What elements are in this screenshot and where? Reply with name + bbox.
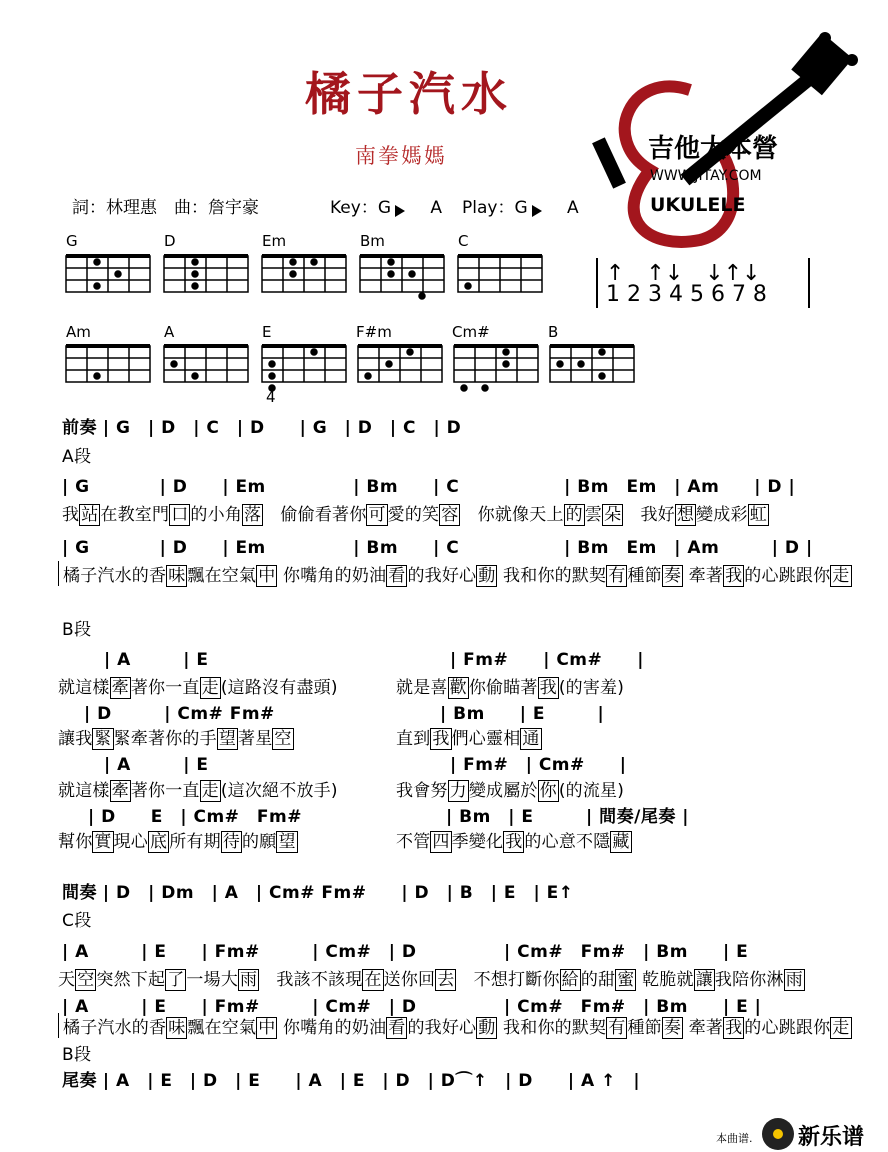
chord-name: E (262, 323, 272, 341)
lyric-text: 就是喜 (396, 678, 448, 698)
lyric-text: (這路沒有盡頭) (220, 678, 338, 698)
chord-diagram-csm (454, 346, 538, 391)
chord-diagram-am (66, 346, 150, 382)
lyric-accent: 我 (432, 729, 450, 749)
footer-note: 本曲谱. (716, 1132, 753, 1145)
lyric-text: 著你一直 (130, 781, 200, 801)
lyric-accent: 站 (81, 505, 99, 525)
lyric-text: 我好 (623, 505, 675, 525)
lyric-text: 你偷瞄著 (468, 678, 538, 698)
lyric-text: (的流星) (558, 781, 625, 801)
chord-name: Em (262, 232, 287, 250)
lyric-accent: 有 (608, 566, 626, 586)
b4-chords-left: | D E | Cm# Fm# (88, 807, 302, 827)
b4-chords-right: | Bm | E | 間奏/尾奏 | (446, 807, 690, 827)
lyric-text: 變成彩 (696, 505, 748, 525)
chord-name: G (66, 232, 78, 250)
lyric-text: 飄在空氣 (187, 1018, 257, 1038)
chord-diagram-e (262, 346, 346, 391)
lyric-accent: 落 (244, 505, 262, 525)
arrow-right-icon (395, 205, 405, 217)
lyric-text: 我和你的默契 (497, 566, 607, 586)
b2-lyrics-right (396, 724, 542, 749)
b1-chords-right: | Fm# | Cm# | (450, 650, 644, 670)
section-b-label: B段 (62, 620, 92, 640)
lyric-text: 幫你 (58, 832, 93, 852)
lyric-accent: 蜜 (617, 970, 635, 990)
lyric-text: 就這樣 (58, 678, 110, 698)
lyric-accent: 看 (388, 1018, 406, 1038)
lyric-accent: 動 (478, 566, 496, 586)
lyric-text: 突然下起 (96, 970, 166, 990)
lyric-text: 種節 (627, 1018, 662, 1038)
lyric-accent: 雨 (785, 970, 803, 990)
b3-lyrics-right (396, 776, 624, 801)
lyric-text: 不管 (396, 832, 431, 852)
section-a-label: A段 (62, 447, 92, 467)
lyric-text: 你就像天上 (460, 505, 564, 525)
chord-diagram-bm (360, 256, 444, 299)
lyric-accent: 走 (201, 781, 219, 801)
lyric-text: 愛的笑 (387, 505, 440, 525)
b1-chords-left: | A | E (104, 650, 209, 670)
lyric-text: 的小角 (190, 505, 243, 525)
lyric-accent: 藏 (612, 832, 630, 852)
interlude-chords: | D | Dm | A | Cm# Fm# | D | B | E | E↑ (102, 883, 574, 903)
lyric-text: 雲 (584, 505, 603, 525)
lyric-accent: 中 (258, 1018, 276, 1038)
chord-diagram-d (164, 256, 248, 292)
c1-lyrics (58, 965, 805, 990)
lyric-accent: 牽 (111, 781, 129, 801)
lyric-accent: 容 (441, 505, 459, 525)
lyric-text: 天 (58, 970, 76, 990)
section-c-label: C段 (62, 911, 92, 931)
lyric-text: 緊牽著你的手 (113, 729, 217, 749)
lyric-accent: 四 (432, 832, 450, 852)
lyric-accent: 緊 (94, 729, 112, 749)
lyric-text: (的害羞) (558, 678, 625, 698)
play-info (462, 193, 579, 218)
record-icon (762, 1118, 794, 1150)
lyric-accent: 虹 (749, 505, 767, 525)
lyric-accent: 我 (725, 1018, 743, 1038)
lyric-text: 我陪你淋 (714, 970, 784, 990)
b4-lyrics-right (396, 827, 632, 852)
section-b2-label: B段 (62, 1045, 92, 1065)
lyric-text: 種節 (627, 566, 662, 586)
lyric-text: 的我好心 (407, 1018, 477, 1038)
chord-name: D (164, 232, 176, 250)
lyric-accent: 在 (364, 970, 382, 990)
b3-lyrics-left (58, 776, 338, 801)
lyric-accent: 有 (608, 1018, 626, 1038)
chord-diagram-c (458, 256, 542, 292)
lyric-accent: 給 (561, 970, 579, 990)
a1-chords: | G | D | Em | Bm | C | Bm Em | Am | D | (62, 477, 796, 497)
b2-lyrics-left (58, 724, 294, 749)
lyric-text: 讓我 (58, 729, 93, 749)
chord-name: Bm (360, 232, 385, 250)
arrow-right-icon (532, 205, 542, 217)
chord-name: F#m (356, 323, 392, 341)
a1-lyrics (62, 500, 769, 525)
lyric-accent: 去 (437, 970, 455, 990)
chord-name: B (548, 323, 559, 341)
lyric-text: 橘子汽水的香 (63, 1018, 167, 1038)
lyric-text: 乾脆就 (636, 970, 694, 990)
intro-chords: | G | D | C | D | G | D | C | D (102, 418, 462, 438)
lyric-accent: 走 (832, 566, 850, 586)
lyric-text: 著星 (238, 729, 273, 749)
lyric-accent: 望 (218, 729, 237, 749)
b3-chords-right: | Fm# | Cm# | (450, 755, 627, 775)
chord-diagram-b (550, 346, 634, 382)
logo-brand: 吉他大本營 (648, 134, 779, 164)
c2-lyrics (58, 1013, 852, 1038)
strum-pattern (596, 258, 810, 308)
lyric-accent: 走 (832, 1018, 850, 1038)
lyric-text: 不想打斷你 (456, 970, 560, 990)
artist-name: 南拳媽媽 (355, 144, 447, 168)
lyric-accent: 可 (368, 505, 386, 525)
lyric-text: 送你回 (383, 970, 436, 990)
lyric-accent: 空 (274, 729, 292, 749)
chord-diagram-a (164, 346, 248, 382)
lyric-text: 你嘴角的奶油 (277, 1018, 387, 1038)
lyric-text: 橘子汽水的香 (63, 566, 167, 586)
lyric-accent: 我 (505, 832, 523, 852)
b3-chords-left: | A | E (104, 755, 209, 775)
footer-brand: 新乐谱 (798, 1125, 865, 1150)
lyric-accent: 牽 (111, 678, 129, 698)
lyric-accent: 底 (150, 832, 168, 852)
song-title: 橘子汽水 (305, 67, 513, 121)
play-to: A (567, 198, 579, 218)
lyric-text: 所有期 (169, 832, 221, 852)
b1-lyrics-left (58, 673, 338, 698)
b1-lyrics-right (396, 673, 624, 698)
lyric-accent: 讓 (695, 970, 713, 990)
lyric-text: 就這樣 (58, 781, 110, 801)
lyric-text: 季變化 (451, 832, 504, 852)
lyric-accent: 我 (725, 566, 743, 586)
strum-numbers: 1 2 3 4 5 6 7 8 (606, 282, 767, 307)
lyric-text: 直到 (396, 729, 431, 749)
lyric-accent: 實 (94, 832, 112, 852)
lyric-text: 我該不該現 (259, 970, 363, 990)
lyric-accent: 口 (171, 505, 189, 525)
outro-label: 尾奏 (62, 1071, 97, 1091)
lyric-accent: 奏 (663, 1018, 682, 1038)
chord-name: A (164, 323, 175, 341)
lyric-text: (這次絕不放手) (220, 781, 338, 801)
strum-arrows: ↑ ↑↓ ↓↑↓ (606, 261, 761, 286)
lyric-text: 的我好心 (407, 566, 477, 586)
lyric-accent: 奏 (663, 566, 682, 586)
lyric-accent: 你 (539, 781, 557, 801)
chord-name: C (458, 232, 469, 250)
lyric-text: 牽著 (683, 566, 724, 586)
lyric-accent: 待 (222, 832, 241, 852)
chord-diagram-g (66, 256, 150, 292)
chord-diagrams-row1 (62, 252, 622, 302)
lyric-accent: 的 (565, 505, 583, 525)
lyric-accent: 朵 (604, 505, 622, 525)
lyric-text: 我會努 (396, 781, 448, 801)
lyric-accent: 通 (522, 729, 540, 749)
lyric-accent: 雨 (240, 970, 258, 990)
chord-diagram-em (262, 256, 346, 292)
lyric-text: 現心 (113, 832, 149, 852)
c1-chords: | A | E | Fm# | Cm# | D | Cm# Fm# | Bm | E (62, 942, 749, 962)
lyric-text: 變成屬於 (468, 781, 538, 801)
key-to: A (430, 198, 443, 218)
lyric-text: 偷偷看著你 (263, 505, 367, 525)
chord-name: Am (66, 323, 91, 341)
lyric-accent: 想 (676, 505, 695, 525)
chord-diagrams-row2 (62, 342, 642, 392)
lyric-text: 的心意不隱 (524, 832, 611, 852)
lyric-accent: 味 (168, 1018, 186, 1038)
b2-chords-left: | D | Cm# Fm# (84, 704, 275, 724)
lyric-accent: 我 (539, 678, 557, 698)
lyric-accent: 中 (258, 566, 276, 586)
lyric-accent: 看 (388, 566, 406, 586)
lyric-text: 的心跳跟你 (744, 1018, 831, 1038)
outro-chords: | A | E | D | E | A | E | D | D⌒↑ | D | A ↑ | (102, 1071, 641, 1091)
lyric-text: 的心跳跟你 (744, 566, 831, 586)
chord-name: Cm# (452, 323, 490, 341)
lyric-accent: 走 (201, 678, 219, 698)
interlude-label: 間奏 (62, 883, 97, 903)
interlude-line (62, 878, 573, 903)
intro-label: 前奏 (62, 418, 97, 438)
chord-diagram-fsm (358, 346, 442, 382)
lyric-accent: 力 (449, 781, 467, 801)
lyric-text: 飄在空氣 (187, 566, 257, 586)
play-label: Play：G (462, 198, 528, 218)
lyric-accent: 味 (168, 566, 186, 586)
key-info (330, 193, 442, 218)
logo (590, 20, 880, 250)
lyric-text: 著你一直 (130, 678, 200, 698)
lyric-accent: 動 (478, 1018, 496, 1038)
logo-instrument: UKULELE (650, 194, 746, 216)
intro-line (62, 413, 461, 438)
lyric-accent: 歡 (449, 678, 467, 698)
lyric-accent: 望 (278, 832, 296, 852)
lyric-text: 們心靈相 (451, 729, 521, 749)
lyric-text: 在教室門 (100, 505, 170, 525)
b2-chords-right: | Bm | E | (440, 704, 605, 724)
b4-lyrics-left (58, 827, 298, 852)
lyric-text: 我和你的默契 (497, 1018, 607, 1038)
lyric-text: 牽著 (683, 1018, 724, 1038)
a2-lyrics (58, 561, 852, 586)
lyric-text: 的願 (242, 832, 277, 852)
key-label: Key：G (330, 198, 391, 218)
lyric-accent: 了 (167, 970, 185, 990)
fret-number: 4 (266, 388, 276, 406)
lyric-text: 你嘴角的奶油 (277, 566, 387, 586)
credits: 詞：林理惠 曲：詹宇豪 (72, 198, 259, 218)
lyric-accent: 空 (77, 970, 95, 990)
outro-line (62, 1066, 640, 1091)
c2-chords: | A | E | Fm# | Cm# | D | Cm# Fm# | Bm | E | (62, 997, 762, 1017)
lyric-text: 我 (62, 505, 80, 525)
lyric-text: 一場大 (186, 970, 239, 990)
a2-chords: | G | D | Em | Bm | C | Bm Em | Am | D | (62, 538, 813, 558)
lyric-text: 的甜 (580, 970, 616, 990)
logo-url: WWW.JITAY.COM (650, 168, 762, 184)
